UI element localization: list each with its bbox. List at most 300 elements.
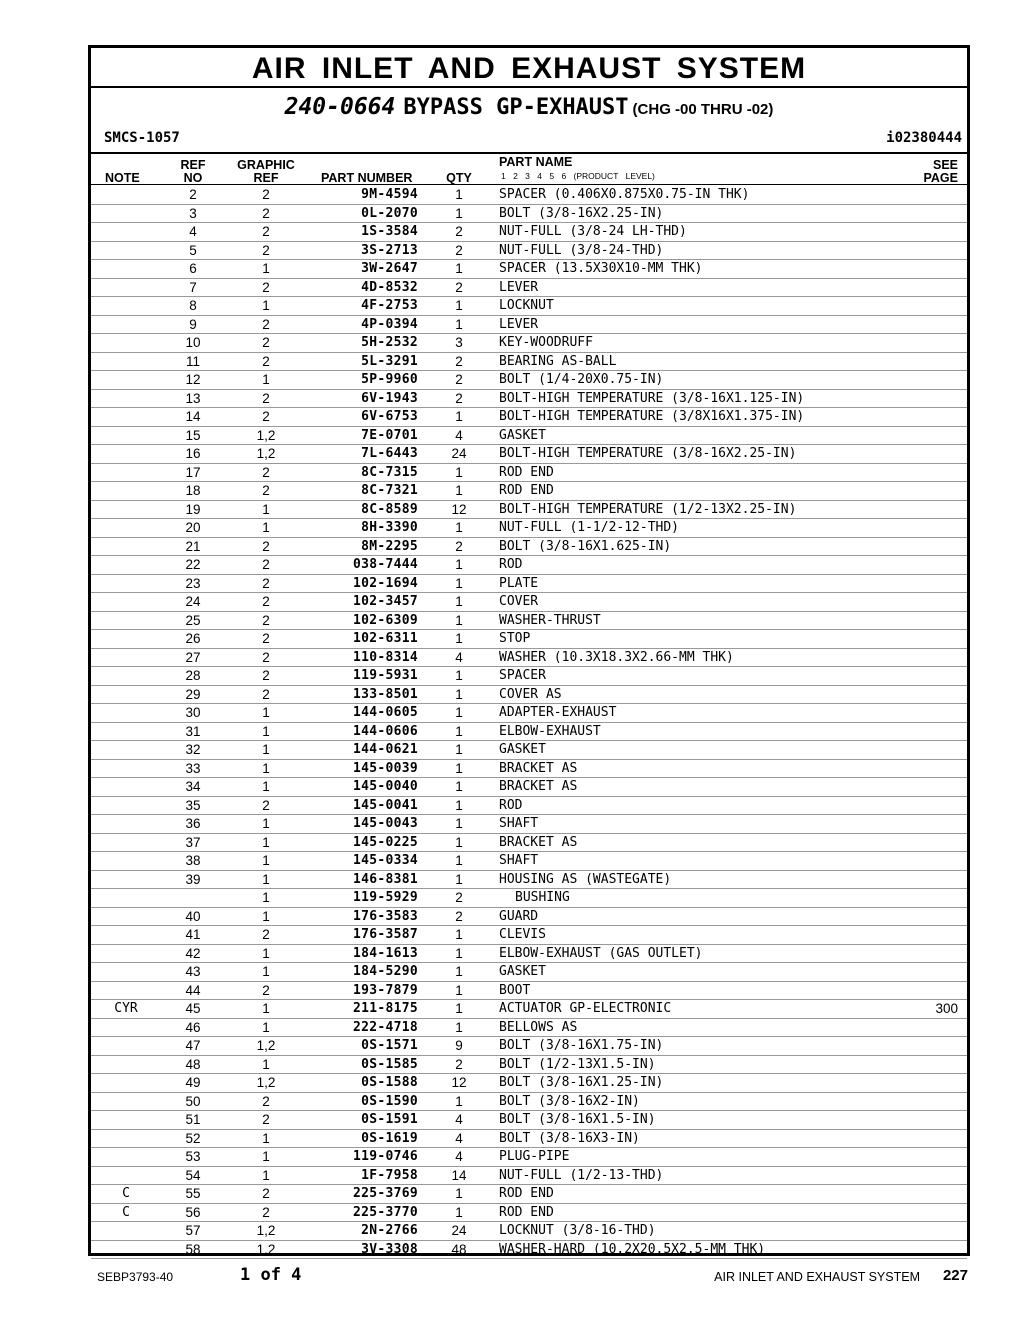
qty-cell: 1 <box>455 316 463 332</box>
qty-cell: 1 <box>455 834 463 850</box>
ref-no-cell: 50 <box>185 1093 201 1109</box>
ref-no-cell: 35 <box>185 797 201 813</box>
ref-no-cell: 25 <box>185 612 201 628</box>
ref-no-cell: 39 <box>185 871 201 887</box>
ref-no-cell: 19 <box>185 501 201 517</box>
graphic-ref-cell: 2 <box>262 649 270 665</box>
part-name-cell: BOLT-HIGH TEMPERATURE (3/8X16X1.375-IN) <box>499 409 805 424</box>
group-number: 240-0664 <box>284 94 396 120</box>
qty-cell: 1 <box>455 1019 463 1035</box>
part-name-cell: WASHER-THRUST <box>499 612 601 628</box>
part-number-cell: 4F-2753 <box>361 298 418 313</box>
graphic-ref-cell: 1 <box>262 1167 270 1183</box>
part-name-cell: BOLT (3/8-16X3-IN) <box>499 1130 640 1146</box>
graphic-ref-cell: 2 <box>262 483 270 498</box>
part-name-cell: LEVER <box>499 316 539 332</box>
ref-no-cell: 10 <box>185 335 201 350</box>
part-name-cell: BOLT (3/8-16X1.75-IN) <box>499 1038 664 1053</box>
part-name-cell: PLUG-PIPE <box>499 1149 570 1164</box>
ref-no-cell: 5 <box>189 242 197 258</box>
part-number-cell: 110-8314 <box>352 649 418 665</box>
qty-cell: 1 <box>455 945 463 961</box>
table-row <box>91 703 967 723</box>
graphic-ref-cell: 1 <box>262 372 270 387</box>
table-row <box>91 1018 967 1038</box>
part-name-cell: ROD <box>499 557 523 572</box>
part-name-cell: ACTUATOR GP-ELECTRONIC <box>499 1001 672 1016</box>
qty-cell: 1 <box>455 742 463 757</box>
ref-no-cell: 40 <box>185 908 201 924</box>
ref-no-cell: 33 <box>185 760 201 776</box>
ref-no-cell: 37 <box>185 834 201 850</box>
graphic-ref-cell: 2 <box>262 390 270 406</box>
table-row <box>91 611 967 631</box>
table-row <box>91 333 967 353</box>
part-number-cell: 211-8175 <box>352 1001 418 1016</box>
part-number-cell: 0S-1590 <box>361 1093 418 1109</box>
graphic-ref-cell: 2 <box>262 1093 270 1109</box>
table-row <box>91 851 967 871</box>
part-number-cell: 0S-1591 <box>361 1112 418 1127</box>
qty-cell: 14 <box>451 1167 467 1183</box>
ref-no-cell: 8 <box>189 298 197 313</box>
ref-no-cell: 11 <box>185 353 200 369</box>
part-number-cell: 102-3457 <box>352 594 418 609</box>
part-number-cell: 3W-2647 <box>361 261 418 276</box>
graphic-ref-cell: 1 <box>262 964 270 979</box>
ref-no-cell: 18 <box>185 483 201 498</box>
graphic-ref-cell: 1 <box>262 945 270 961</box>
part-number-cell: 0S-1571 <box>361 1038 418 1053</box>
part-name-cell: SHAFT <box>499 853 539 868</box>
graphic-ref-cell: 1 <box>262 261 270 276</box>
ref-no-cell: 58 <box>185 1241 201 1257</box>
graphic-ref-cell: 2 <box>262 631 270 646</box>
table-row <box>91 407 967 427</box>
part-name-cell: BOOT <box>499 982 531 998</box>
qty-cell: 2 <box>455 390 463 406</box>
part-number-cell: 1F-7958 <box>361 1167 418 1183</box>
smcs-code: SMCS-1057 <box>104 130 180 146</box>
table-row <box>91 796 967 816</box>
qty-cell: 1 <box>455 631 463 646</box>
ref-no-cell: 16 <box>185 446 201 461</box>
part-name-cell: WASHER-HARD (10.2X20.5X2.5-MM THK) <box>499 1241 766 1257</box>
qty-cell: 1 <box>455 187 463 202</box>
ref-no-cell: 21 <box>185 538 201 554</box>
ref-no-cell: 4 <box>189 224 197 239</box>
part-number-cell: 193-7879 <box>352 982 418 998</box>
graphic-ref-cell: 1,2 <box>256 1223 276 1238</box>
table-row <box>91 444 967 464</box>
graphic-ref-cell: 2 <box>262 1204 270 1220</box>
illustration-id: i02380444 <box>886 130 962 146</box>
part-name-cell: ELBOW-EXHAUST <box>499 723 601 739</box>
part-name-cell: HOUSING AS (WASTEGATE) <box>499 871 672 887</box>
graphic-ref-cell: 1 <box>262 298 270 313</box>
ref-no-cell: 13 <box>185 390 201 406</box>
qty-cell: 2 <box>455 279 463 295</box>
qty-cell: 9 <box>455 1038 463 1053</box>
graphic-ref-cell: 1 <box>262 1130 270 1146</box>
footer-section: AIR INLET AND EXHAUST SYSTEM <box>714 1270 920 1284</box>
qty-cell: 12 <box>451 501 467 517</box>
table-row <box>91 722 967 742</box>
table-row <box>91 185 967 205</box>
group-heading <box>91 94 967 120</box>
qty-cell: 24 <box>451 446 467 461</box>
ref-no-cell: 41 <box>185 927 201 942</box>
part-number-cell: 5H-2532 <box>361 335 418 350</box>
note-cell: C <box>122 1204 130 1220</box>
table-row <box>91 962 967 982</box>
part-number-cell: 184-1613 <box>352 945 418 961</box>
part-name-cell: ELBOW-EXHAUST (GAS OUTLET) <box>499 945 703 961</box>
graphic-ref-cell: 2 <box>262 242 270 258</box>
graphic-ref-cell: 2 <box>262 612 270 628</box>
part-name-cell: ROD END <box>499 483 554 498</box>
table-row <box>91 518 967 538</box>
graphic-ref-cell: 1,2 <box>256 1241 276 1257</box>
part-number-cell: 119-5931 <box>352 668 418 683</box>
part-name-cell: SPACER (13.5X30X10-MM THK) <box>499 261 703 276</box>
qty-cell: 1 <box>455 298 463 313</box>
ref-no-cell: 20 <box>185 520 201 535</box>
table-row <box>91 426 967 446</box>
ref-no-cell: 14 <box>185 409 201 424</box>
qty-cell: 4 <box>455 1130 463 1146</box>
graphic-ref-cell: 2 <box>262 187 270 202</box>
graphic-ref-cell: 2 <box>262 279 270 295</box>
ref-no-cell: 7 <box>189 279 197 295</box>
part-number-cell: 145-0334 <box>352 853 418 868</box>
part-name-cell: ROD END <box>499 1204 554 1220</box>
table-row <box>91 833 967 853</box>
part-number-cell: 038-7444 <box>352 557 418 572</box>
ref-no-cell: 32 <box>185 742 201 757</box>
table-row <box>91 222 967 242</box>
part-number-cell: 176-3583 <box>352 908 418 924</box>
part-number-cell: 176-3587 <box>352 927 418 942</box>
qty-cell: 1 <box>455 205 463 221</box>
table-row <box>91 1203 967 1223</box>
table-row <box>91 296 967 316</box>
qty-cell: 1 <box>455 723 463 739</box>
table-row <box>91 1073 967 1093</box>
qty-cell: 48 <box>451 1241 467 1257</box>
col-header-note: NOTE <box>105 171 140 185</box>
table-row <box>91 1055 967 1075</box>
ref-no-cell: 53 <box>185 1149 201 1164</box>
header-rule <box>91 152 967 154</box>
qty-cell: 1 <box>455 927 463 942</box>
graphic-ref-cell: 2 <box>262 316 270 332</box>
qty-cell: 2 <box>455 372 463 387</box>
part-name-cell: NUT-FULL (1/2-13-THD) <box>499 1167 664 1183</box>
table-row <box>91 1147 967 1167</box>
part-name-cell: SPACER (0.406X0.875X0.75-IN THK) <box>499 187 750 202</box>
group-name: BYPASS GP-EXHAUST <box>403 95 629 120</box>
part-name-cell: SPACER <box>499 668 546 683</box>
part-name-cell: ROD END <box>499 1186 554 1201</box>
qty-cell: 1 <box>455 797 463 813</box>
graphic-ref-cell: 1 <box>262 853 270 868</box>
qty-cell: 1 <box>455 853 463 868</box>
qty-cell: 1 <box>455 816 463 831</box>
part-name-cell: ROD END <box>499 464 554 480</box>
ref-no-cell: 30 <box>185 705 201 720</box>
qty-cell: 1 <box>455 668 463 683</box>
graphic-ref-cell: 2 <box>262 686 270 702</box>
part-number-cell: 145-0043 <box>352 816 418 831</box>
table-row <box>91 592 967 612</box>
table-row <box>91 1092 967 1112</box>
ref-no-cell: 23 <box>185 575 201 591</box>
graphic-ref-cell: 2 <box>262 668 270 683</box>
graphic-ref-cell: 2 <box>262 335 270 350</box>
table-row <box>91 888 967 908</box>
graphic-ref-cell: 1 <box>262 1149 270 1164</box>
qty-cell: 1 <box>455 1093 463 1109</box>
footer-page-number: 227 <box>942 1267 968 1284</box>
part-name-cell: BRACKET AS <box>499 760 578 776</box>
graphic-ref-cell: 1 <box>262 908 270 924</box>
part-number-cell: 8M-2295 <box>361 538 418 554</box>
graphic-ref-cell: 1 <box>262 890 270 905</box>
table-row <box>91 352 967 372</box>
part-name-cell: BEARING AS-BALL <box>499 353 617 369</box>
part-name-cell: NUT-FULL (3/8-24 LH-THD) <box>499 224 687 239</box>
qty-cell: 1 <box>455 964 463 979</box>
part-number-cell: 0L-2070 <box>361 205 418 221</box>
graphic-ref-cell: 1,2 <box>256 1038 276 1053</box>
part-number-cell: 1S-3584 <box>361 224 418 239</box>
qty-cell: 1 <box>455 1001 463 1016</box>
table-row <box>91 500 967 520</box>
part-name-cell: BOLT (3/8-16X2.25-IN) <box>499 205 664 221</box>
graphic-ref-cell: 1 <box>262 1056 270 1072</box>
graphic-ref-cell: 2 <box>262 464 270 480</box>
graphic-ref-cell: 2 <box>262 594 270 609</box>
part-name-cell: STOP <box>499 631 531 646</box>
table-row <box>91 241 967 261</box>
qty-cell: 1 <box>455 686 463 702</box>
table-row <box>91 278 967 298</box>
table-row <box>91 759 967 779</box>
part-name-cell: NUT-FULL (1-1/2-12-THD) <box>499 520 680 535</box>
part-number-cell: 146-8381 <box>352 871 418 887</box>
col-header-qty: QTY <box>446 171 472 185</box>
part-number-cell: 4P-0394 <box>361 316 418 332</box>
ref-no-cell: 34 <box>185 779 201 794</box>
part-number-cell: 145-0041 <box>352 797 418 813</box>
col-header-graphic-bottom: REF <box>253 171 279 185</box>
part-number-cell: 184-5290 <box>352 964 418 979</box>
qty-cell: 3 <box>455 335 463 350</box>
table-row <box>91 1166 967 1186</box>
col-header-part-number: PART NUMBER <box>321 171 413 185</box>
part-name-cell: WASHER (10.3X18.3X2.66-MM THK) <box>499 649 734 665</box>
graphic-ref-cell: 1 <box>262 742 270 757</box>
table-row <box>91 537 967 557</box>
part-name-cell: BOLT (3/8-16X1.625-IN) <box>499 538 672 554</box>
part-name-cell: LOCKNUT <box>499 298 554 313</box>
part-number-cell: 144-0621 <box>352 742 418 757</box>
qty-cell: 4 <box>455 427 463 443</box>
table-row <box>91 204 967 224</box>
part-number-cell: 9M-4594 <box>361 187 418 202</box>
part-name-cell: LOCKNUT (3/8-16-THD) <box>499 1223 656 1238</box>
part-name-cell: LEVER <box>499 279 539 295</box>
ref-no-cell: 17 <box>185 464 201 480</box>
ref-no-cell: 6 <box>189 261 197 276</box>
qty-cell: 1 <box>455 705 463 720</box>
ref-no-cell: 42 <box>185 945 201 961</box>
graphic-ref-cell: 2 <box>262 927 270 942</box>
qty-cell: 24 <box>451 1223 467 1238</box>
graphic-ref-cell: 1 <box>262 871 270 887</box>
part-number-cell: 6V-1943 <box>361 390 418 406</box>
table-row <box>91 315 967 335</box>
table-row <box>91 666 967 686</box>
ref-no-cell: 31 <box>185 723 201 739</box>
graphic-ref-cell: 1,2 <box>256 446 276 461</box>
ref-no-cell: 27 <box>185 649 201 665</box>
graphic-ref-cell: 1 <box>262 1019 270 1035</box>
qty-cell: 1 <box>455 409 463 424</box>
graphic-ref-cell: 2 <box>262 797 270 813</box>
graphic-ref-cell: 1,2 <box>256 427 276 443</box>
part-number-cell: 102-6309 <box>352 612 418 628</box>
ref-no-cell: 2 <box>189 187 197 202</box>
page-title: AIR INLET AND EXHAUST SYSTEM <box>91 48 967 88</box>
qty-cell: 1 <box>455 779 463 794</box>
part-number-cell: 145-0040 <box>352 779 418 794</box>
part-name-cell: BOLT-HIGH TEMPERATURE (3/8-16X1.125-IN) <box>499 390 805 406</box>
part-number-cell: 144-0605 <box>352 705 418 720</box>
part-name-cell: BOLT-HIGH TEMPERATURE (1/2-13X2.25-IN) <box>499 501 797 517</box>
part-number-cell: 2N-2766 <box>361 1223 418 1238</box>
part-number-cell: 145-0225 <box>352 834 418 850</box>
qty-cell: 2 <box>455 890 463 905</box>
col-header-ref-bottom: NO <box>183 171 203 185</box>
qty-cell: 2 <box>455 908 463 924</box>
col-header-graphic-top: GRAPHIC <box>237 158 295 172</box>
part-number-cell: 8C-8589 <box>361 501 418 517</box>
graphic-ref-cell: 1 <box>262 501 270 517</box>
graphic-ref-cell: 1 <box>262 834 270 850</box>
part-number-cell: 133-8501 <box>352 686 418 702</box>
part-number-cell: 144-0606 <box>352 723 418 739</box>
table-row <box>91 389 967 409</box>
table-row <box>91 1110 967 1130</box>
part-name-cell: SHAFT <box>499 816 539 831</box>
ref-no-cell: 44 <box>185 982 201 998</box>
qty-cell: 1 <box>455 594 463 609</box>
qty-cell: 1 <box>455 261 463 276</box>
table-row <box>91 1184 967 1204</box>
graphic-ref-cell: 1 <box>262 520 270 535</box>
part-name-cell: COVER <box>499 594 539 609</box>
table-row <box>91 777 967 797</box>
part-name-cell: GUARD <box>499 908 539 924</box>
graphic-ref-cell: 2 <box>262 982 270 998</box>
qty-cell: 1 <box>455 575 463 591</box>
part-number-cell: 3V-3308 <box>361 1241 418 1257</box>
ref-no-cell: 54 <box>185 1167 201 1183</box>
part-number-cell: 222-4718 <box>352 1019 418 1035</box>
qty-cell: 1 <box>455 871 463 887</box>
part-name-cell: PLATE <box>499 575 539 591</box>
qty-cell: 4 <box>455 1112 463 1127</box>
part-number-cell: 8C-7315 <box>361 464 418 480</box>
qty-cell: 2 <box>455 224 463 239</box>
col-header-see-top: SEE <box>932 158 958 172</box>
table-row <box>91 259 967 279</box>
table-row <box>91 648 967 668</box>
graphic-ref-cell: 1 <box>262 816 270 831</box>
part-name-cell: GASKET <box>499 964 546 979</box>
ref-no-cell: 15 <box>185 427 201 443</box>
qty-cell: 12 <box>451 1075 467 1090</box>
graphic-ref-cell: 2 <box>262 557 270 572</box>
part-number-cell: 7E-0701 <box>361 427 418 443</box>
qty-cell: 2 <box>455 353 463 369</box>
qty-cell: 1 <box>455 982 463 998</box>
table-row <box>91 1221 967 1241</box>
qty-cell: 1 <box>455 464 463 480</box>
ref-no-cell: 55 <box>185 1186 201 1201</box>
graphic-ref-cell: 2 <box>262 205 270 221</box>
graphic-ref-cell: 2 <box>262 224 270 239</box>
ref-no-cell: 52 <box>185 1130 201 1146</box>
table-row <box>91 629 967 649</box>
ref-no-cell: 36 <box>185 816 201 831</box>
footer-page-of: 1 of 4 <box>240 1265 302 1285</box>
col-header-ref-top: REF <box>180 158 206 172</box>
part-number-cell: 8H-3390 <box>361 520 418 535</box>
graphic-ref-cell: 2 <box>262 409 270 424</box>
part-number-cell: 225-3770 <box>352 1204 418 1220</box>
qty-cell: 4 <box>455 649 463 665</box>
part-number-cell: 119-5929 <box>352 890 418 905</box>
col-header-see-bottom: PAGE <box>923 171 958 185</box>
table-row <box>91 999 967 1019</box>
table-row <box>91 481 967 501</box>
part-name-cell: BUSHING <box>515 890 570 905</box>
part-number-cell: 8C-7321 <box>361 483 418 498</box>
col-header-part-name: PART NAME <box>499 155 573 169</box>
part-name-cell: BRACKET AS <box>499 834 578 850</box>
ref-no-cell: 51 <box>185 1112 201 1127</box>
table-row <box>91 685 967 705</box>
table-row <box>91 1129 967 1149</box>
part-name-cell: ADAPTER-EXHAUST <box>499 705 617 720</box>
see-page-cell: 300 <box>935 1001 958 1016</box>
qty-cell: 2 <box>455 538 463 554</box>
part-number-cell: 119-0746 <box>352 1149 418 1164</box>
graphic-ref-cell: 2 <box>262 353 270 369</box>
qty-cell: 1 <box>455 1186 463 1201</box>
qty-cell: 1 <box>455 557 463 572</box>
table-row <box>91 1036 967 1056</box>
graphic-ref-cell: 2 <box>262 575 270 591</box>
ref-no-cell: 43 <box>185 964 201 979</box>
footer-doc-id: SEBP3793-40 <box>97 1270 174 1284</box>
parts-list-frame <box>88 45 970 1256</box>
table-row <box>91 907 967 927</box>
qty-cell: 2 <box>455 1056 463 1072</box>
